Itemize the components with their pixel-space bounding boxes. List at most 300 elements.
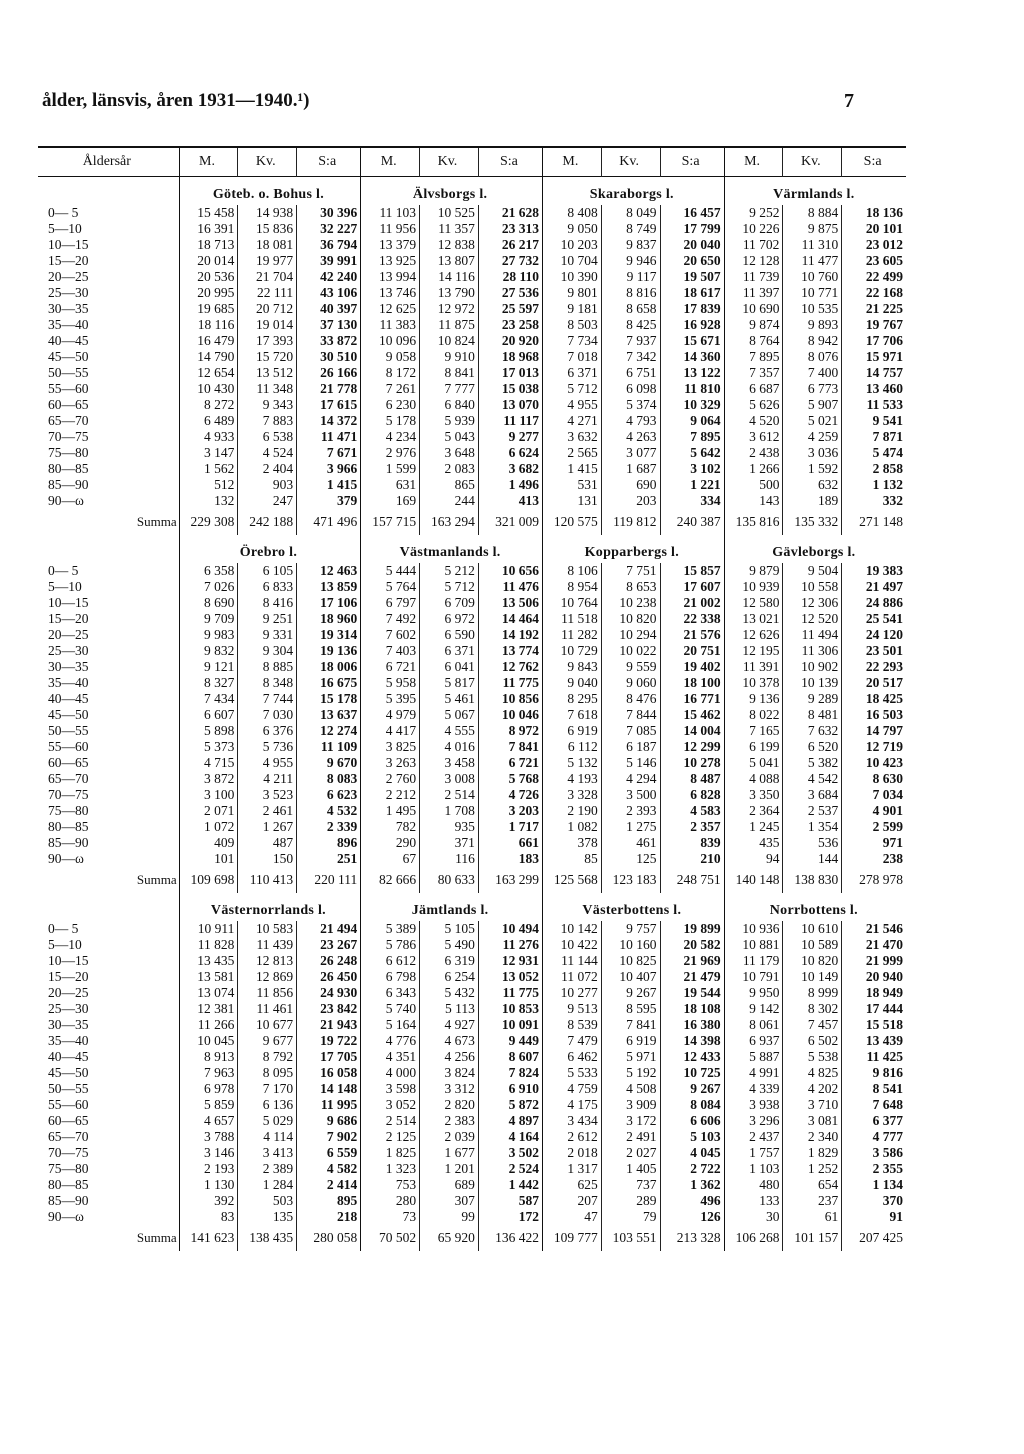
value-m: 11 144 bbox=[542, 953, 601, 969]
value-m: 8 272 bbox=[179, 397, 238, 413]
age-group-label: 45—50 bbox=[48, 349, 89, 364]
value-sa: 334 bbox=[660, 493, 724, 509]
header-sa: S:a bbox=[660, 147, 724, 177]
value-kv: 5 113 bbox=[420, 1001, 479, 1017]
value-sa: 18 968 bbox=[478, 349, 542, 365]
value-sa: 42 240 bbox=[297, 269, 361, 285]
table-row bbox=[38, 1065, 906, 1081]
value-m: 8 061 bbox=[724, 1017, 783, 1033]
value-sa: 9 277 bbox=[478, 429, 542, 445]
value-m: 9 874 bbox=[724, 317, 783, 333]
value-sa: 19 544 bbox=[660, 985, 724, 1001]
value-sa: 14 797 bbox=[842, 723, 906, 739]
table-row bbox=[38, 739, 906, 755]
value-kv: 14 116 bbox=[420, 269, 479, 285]
value-kv: 11 875 bbox=[420, 317, 479, 333]
value-kv: 9 875 bbox=[783, 221, 842, 237]
value-m: 480 bbox=[724, 1177, 783, 1193]
age-group-label: 40—45 bbox=[48, 691, 89, 706]
value-kv: 4 508 bbox=[601, 1081, 660, 1097]
value-kv: 1 252 bbox=[783, 1161, 842, 1177]
value-m: 3 146 bbox=[179, 1145, 238, 1161]
value-m: 2 193 bbox=[179, 1161, 238, 1177]
value-m: 5 164 bbox=[361, 1017, 420, 1033]
value-kv: 9 060 bbox=[601, 675, 660, 691]
value-m: 1 103 bbox=[724, 1161, 783, 1177]
value-m: 7 434 bbox=[179, 691, 238, 707]
value-sa: 251 bbox=[297, 851, 361, 867]
value-kv: 6 538 bbox=[238, 429, 297, 445]
value-sa: 4 583 bbox=[660, 803, 724, 819]
value-kv: 2 514 bbox=[420, 787, 479, 803]
value-kv: 10 238 bbox=[601, 595, 660, 611]
value-m: 13 435 bbox=[179, 953, 238, 969]
value-kv: 4 259 bbox=[783, 429, 842, 445]
value-m: 5 395 bbox=[361, 691, 420, 707]
table-row bbox=[38, 611, 906, 627]
age-group-label: 15—20 bbox=[48, 253, 89, 268]
value-sa: 22 293 bbox=[842, 659, 906, 675]
age-group-label: 50—55 bbox=[48, 365, 89, 380]
table-row bbox=[38, 723, 906, 739]
value-sa: 7 841 bbox=[478, 739, 542, 755]
sum-kv: 65 920 bbox=[420, 1225, 479, 1251]
value-kv: 14 938 bbox=[238, 205, 297, 221]
value-kv: 307 bbox=[420, 1193, 479, 1209]
age-group-label: 0— 5 bbox=[48, 563, 79, 578]
value-sa: 839 bbox=[660, 835, 724, 851]
value-kv: 10 820 bbox=[601, 611, 660, 627]
value-kv: 2 404 bbox=[238, 461, 297, 477]
value-m: 8 690 bbox=[179, 595, 238, 611]
value-m: 4 351 bbox=[361, 1049, 420, 1065]
table-row bbox=[38, 643, 906, 659]
value-m: 85 bbox=[542, 851, 601, 867]
value-sa: 14 360 bbox=[660, 349, 724, 365]
value-m: 6 112 bbox=[542, 739, 601, 755]
value-m: 3 100 bbox=[179, 787, 238, 803]
value-m: 2 565 bbox=[542, 445, 601, 461]
value-m: 5 859 bbox=[179, 1097, 238, 1113]
value-m: 12 195 bbox=[724, 643, 783, 659]
value-kv: 20 712 bbox=[238, 301, 297, 317]
header-kv: Kv. bbox=[420, 147, 479, 177]
value-kv: 2 340 bbox=[783, 1129, 842, 1145]
page-number: 7 bbox=[844, 90, 854, 112]
value-m: 3 788 bbox=[179, 1129, 238, 1145]
value-kv: 9 757 bbox=[601, 921, 660, 937]
value-m: 5 444 bbox=[361, 563, 420, 579]
value-sa: 26 217 bbox=[478, 237, 542, 253]
value-kv: 4 256 bbox=[420, 1049, 479, 1065]
sum-m: 125 568 bbox=[542, 867, 601, 893]
table-body bbox=[38, 177, 906, 1252]
value-kv: 10 149 bbox=[783, 969, 842, 985]
value-kv: 690 bbox=[601, 477, 660, 493]
value-m: 207 bbox=[542, 1193, 601, 1209]
region-name: Jämtlands l. bbox=[361, 893, 543, 921]
value-kv: 8 841 bbox=[420, 365, 479, 381]
table-row bbox=[38, 627, 906, 643]
value-m: 13 074 bbox=[179, 985, 238, 1001]
age-group-label: 10—15 bbox=[48, 595, 89, 610]
age-group-label: 90—ω bbox=[48, 493, 84, 508]
value-kv: 10 407 bbox=[601, 969, 660, 985]
value-sa: 2 858 bbox=[842, 461, 906, 477]
value-m: 4 000 bbox=[361, 1065, 420, 1081]
value-kv: 1 708 bbox=[420, 803, 479, 819]
value-kv: 6 136 bbox=[238, 1097, 297, 1113]
value-m: 10 764 bbox=[542, 595, 601, 611]
value-kv: 4 202 bbox=[783, 1081, 842, 1097]
value-sa: 10 725 bbox=[660, 1065, 724, 1081]
value-kv: 5 939 bbox=[420, 413, 479, 429]
value-sa: 12 463 bbox=[297, 563, 361, 579]
value-kv: 5 021 bbox=[783, 413, 842, 429]
value-m: 5 533 bbox=[542, 1065, 601, 1081]
value-sa: 20 040 bbox=[660, 237, 724, 253]
value-kv: 116 bbox=[420, 851, 479, 867]
value-sa: 19 314 bbox=[297, 627, 361, 643]
value-kv: 11 461 bbox=[238, 1001, 297, 1017]
table-row bbox=[38, 269, 906, 285]
value-sa: 14 464 bbox=[478, 611, 542, 627]
value-kv: 1 592 bbox=[783, 461, 842, 477]
value-kv: 19 014 bbox=[238, 317, 297, 333]
value-m: 8 106 bbox=[542, 563, 601, 579]
value-sa: 21 546 bbox=[842, 921, 906, 937]
value-m: 500 bbox=[724, 477, 783, 493]
value-m: 6 489 bbox=[179, 413, 238, 429]
table-row bbox=[38, 285, 906, 301]
value-m: 11 383 bbox=[361, 317, 420, 333]
value-sa: 7 895 bbox=[660, 429, 724, 445]
age-group-label: 25—30 bbox=[48, 285, 89, 300]
value-kv: 5 105 bbox=[420, 921, 479, 937]
value-m: 8 913 bbox=[179, 1049, 238, 1065]
table-row bbox=[38, 675, 906, 691]
value-sa: 14 372 bbox=[297, 413, 361, 429]
value-kv: 4 955 bbox=[238, 755, 297, 771]
value-kv: 8 792 bbox=[238, 1049, 297, 1065]
value-kv: 22 111 bbox=[238, 285, 297, 301]
value-kv: 11 856 bbox=[238, 985, 297, 1001]
value-kv: 9 910 bbox=[420, 349, 479, 365]
value-m: 5 740 bbox=[361, 1001, 420, 1017]
sum-row bbox=[38, 1225, 906, 1251]
value-kv: 3 500 bbox=[601, 787, 660, 803]
value-kv: 2 537 bbox=[783, 803, 842, 819]
value-sa: 11 533 bbox=[842, 397, 906, 413]
value-m: 8 172 bbox=[361, 365, 420, 381]
value-kv: 4 542 bbox=[783, 771, 842, 787]
value-sa: 19 507 bbox=[660, 269, 724, 285]
value-kv: 903 bbox=[238, 477, 297, 493]
value-kv: 13 512 bbox=[238, 365, 297, 381]
value-kv: 9 677 bbox=[238, 1033, 297, 1049]
value-kv: 6 319 bbox=[420, 953, 479, 969]
value-m: 3 612 bbox=[724, 429, 783, 445]
value-kv: 9 251 bbox=[238, 611, 297, 627]
value-kv: 7 844 bbox=[601, 707, 660, 723]
header-kv: Kv. bbox=[238, 147, 297, 177]
value-kv: 11 439 bbox=[238, 937, 297, 953]
value-kv: 8 658 bbox=[601, 301, 660, 317]
value-sa: 2 339 bbox=[297, 819, 361, 835]
value-kv: 3 648 bbox=[420, 445, 479, 461]
value-sa: 1 442 bbox=[478, 1177, 542, 1193]
value-m: 1 825 bbox=[361, 1145, 420, 1161]
value-m: 7 492 bbox=[361, 611, 420, 627]
sum-kv: 101 157 bbox=[783, 1225, 842, 1251]
sum-kv: 138 435 bbox=[238, 1225, 297, 1251]
value-m: 11 103 bbox=[361, 205, 420, 221]
value-sa: 6 623 bbox=[297, 787, 361, 803]
value-sa: 18 425 bbox=[842, 691, 906, 707]
value-m: 11 391 bbox=[724, 659, 783, 675]
region-name: Skaraborgs l. bbox=[542, 177, 724, 206]
value-sa: 10 494 bbox=[478, 921, 542, 937]
value-kv: 689 bbox=[420, 1177, 479, 1193]
age-group-label: 65—70 bbox=[48, 771, 89, 786]
sum-sa: 240 387 bbox=[660, 509, 724, 535]
value-m: 9 950 bbox=[724, 985, 783, 1001]
value-sa: 6 377 bbox=[842, 1113, 906, 1129]
value-m: 5 786 bbox=[361, 937, 420, 953]
value-m: 131 bbox=[542, 493, 601, 509]
value-kv: 5 538 bbox=[783, 1049, 842, 1065]
value-m: 2 190 bbox=[542, 803, 601, 819]
value-kv: 1 275 bbox=[601, 819, 660, 835]
region-name: Älvsborgs l. bbox=[361, 177, 543, 206]
value-m: 6 687 bbox=[724, 381, 783, 397]
value-sa: 33 872 bbox=[297, 333, 361, 349]
value-kv: 1 405 bbox=[601, 1161, 660, 1177]
value-m: 15 458 bbox=[179, 205, 238, 221]
value-sa: 14 004 bbox=[660, 723, 724, 739]
table-row bbox=[38, 755, 906, 771]
value-m: 2 514 bbox=[361, 1113, 420, 1129]
value-m: 11 266 bbox=[179, 1017, 238, 1033]
value-sa: 15 857 bbox=[660, 563, 724, 579]
value-kv: 2 383 bbox=[420, 1113, 479, 1129]
table-row bbox=[38, 1097, 906, 1113]
value-sa: 24 886 bbox=[842, 595, 906, 611]
value-kv: 5 043 bbox=[420, 429, 479, 445]
table-row bbox=[38, 237, 906, 253]
value-kv: 2 491 bbox=[601, 1129, 660, 1145]
table-row bbox=[38, 937, 906, 953]
value-kv: 3 413 bbox=[238, 1145, 297, 1161]
value-sa: 2 355 bbox=[842, 1161, 906, 1177]
value-sa: 9 686 bbox=[297, 1113, 361, 1129]
value-kv: 17 393 bbox=[238, 333, 297, 349]
value-kv: 8 816 bbox=[601, 285, 660, 301]
value-sa: 14 192 bbox=[478, 627, 542, 643]
table-row bbox=[38, 579, 906, 595]
value-m: 392 bbox=[179, 1193, 238, 1209]
value-kv: 5 374 bbox=[601, 397, 660, 413]
value-m: 18 713 bbox=[179, 237, 238, 253]
value-m: 3 350 bbox=[724, 787, 783, 803]
value-sa: 20 940 bbox=[842, 969, 906, 985]
sum-m: 109 698 bbox=[179, 867, 238, 893]
value-kv: 2 820 bbox=[420, 1097, 479, 1113]
value-m: 9 121 bbox=[179, 659, 238, 675]
table-row bbox=[38, 253, 906, 269]
value-m: 3 263 bbox=[361, 755, 420, 771]
region-row bbox=[38, 177, 906, 206]
value-m: 13 925 bbox=[361, 253, 420, 269]
value-kv: 3 684 bbox=[783, 787, 842, 803]
value-m: 4 234 bbox=[361, 429, 420, 445]
header-m: M. bbox=[179, 147, 238, 177]
value-sa: 3 586 bbox=[842, 1145, 906, 1161]
value-m: 132 bbox=[179, 493, 238, 509]
value-kv: 237 bbox=[783, 1193, 842, 1209]
value-kv: 10 820 bbox=[783, 953, 842, 969]
age-group-label: 60—65 bbox=[48, 1113, 89, 1128]
value-kv: 8 884 bbox=[783, 205, 842, 221]
value-m: 782 bbox=[361, 819, 420, 835]
value-m: 8 022 bbox=[724, 707, 783, 723]
value-m: 4 193 bbox=[542, 771, 601, 787]
value-m: 753 bbox=[361, 1177, 420, 1193]
value-m: 5 712 bbox=[542, 381, 601, 397]
value-kv: 9 559 bbox=[601, 659, 660, 675]
sum-kv: 119 812 bbox=[601, 509, 660, 535]
age-group-label: 15—20 bbox=[48, 611, 89, 626]
value-m: 7 403 bbox=[361, 643, 420, 659]
age-group-label: 55—60 bbox=[48, 1097, 89, 1112]
value-m: 83 bbox=[179, 1209, 238, 1225]
value-kv: 6 919 bbox=[601, 1033, 660, 1049]
value-sa: 895 bbox=[297, 1193, 361, 1209]
value-kv: 7 744 bbox=[238, 691, 297, 707]
value-sa: 9 267 bbox=[660, 1081, 724, 1097]
table-row bbox=[38, 659, 906, 675]
value-sa: 23 258 bbox=[478, 317, 542, 333]
table-row bbox=[38, 595, 906, 611]
value-sa: 8 487 bbox=[660, 771, 724, 787]
table-row bbox=[38, 835, 906, 851]
value-sa: 8 607 bbox=[478, 1049, 542, 1065]
value-m: 11 179 bbox=[724, 953, 783, 969]
sum-m: 106 268 bbox=[724, 1225, 783, 1251]
value-sa: 16 058 bbox=[297, 1065, 361, 1081]
value-kv: 3 458 bbox=[420, 755, 479, 771]
value-kv: 5 192 bbox=[601, 1065, 660, 1081]
table-row bbox=[38, 707, 906, 723]
value-m: 9 709 bbox=[179, 611, 238, 627]
value-sa: 332 bbox=[842, 493, 906, 509]
value-kv: 5 736 bbox=[238, 739, 297, 755]
value-m: 101 bbox=[179, 851, 238, 867]
value-sa: 22 499 bbox=[842, 269, 906, 285]
value-kv: 2 039 bbox=[420, 1129, 479, 1145]
value-kv: 11 357 bbox=[420, 221, 479, 237]
value-sa: 11 995 bbox=[297, 1097, 361, 1113]
value-kv: 12 306 bbox=[783, 595, 842, 611]
value-kv: 10 902 bbox=[783, 659, 842, 675]
value-m: 5 389 bbox=[361, 921, 420, 937]
value-m: 7 261 bbox=[361, 381, 420, 397]
value-m: 1 757 bbox=[724, 1145, 783, 1161]
value-kv: 8 476 bbox=[601, 691, 660, 707]
age-group-label: 30—35 bbox=[48, 659, 89, 674]
value-m: 7 165 bbox=[724, 723, 783, 739]
value-m: 11 956 bbox=[361, 221, 420, 237]
value-sa: 3 502 bbox=[478, 1145, 542, 1161]
value-kv: 3 036 bbox=[783, 445, 842, 461]
value-sa: 13 070 bbox=[478, 397, 542, 413]
value-kv: 3 077 bbox=[601, 445, 660, 461]
value-m: 143 bbox=[724, 493, 783, 509]
value-sa: 14 757 bbox=[842, 365, 906, 381]
value-kv: 8 885 bbox=[238, 659, 297, 675]
age-group-label: 20—25 bbox=[48, 269, 89, 284]
age-group-label: 55—60 bbox=[48, 739, 89, 754]
age-group-label: 10—15 bbox=[48, 237, 89, 252]
value-sa: 23 501 bbox=[842, 643, 906, 659]
value-sa: 13 052 bbox=[478, 969, 542, 985]
value-kv: 12 869 bbox=[238, 969, 297, 985]
value-kv: 737 bbox=[601, 1177, 660, 1193]
value-sa: 15 462 bbox=[660, 707, 724, 723]
value-kv: 7 632 bbox=[783, 723, 842, 739]
value-sa: 4 045 bbox=[660, 1145, 724, 1161]
table-header-row bbox=[38, 147, 906, 177]
value-kv: 15 720 bbox=[238, 349, 297, 365]
value-m: 9 879 bbox=[724, 563, 783, 579]
age-group-label: 20—25 bbox=[48, 627, 89, 642]
age-group-label: 90—ω bbox=[48, 851, 84, 866]
sum-kv: 80 633 bbox=[420, 867, 479, 893]
value-sa: 21 999 bbox=[842, 953, 906, 969]
value-kv: 7 777 bbox=[420, 381, 479, 397]
value-m: 6 797 bbox=[361, 595, 420, 611]
table-row bbox=[38, 493, 906, 509]
value-sa: 9 449 bbox=[478, 1033, 542, 1049]
value-sa: 13 460 bbox=[842, 381, 906, 397]
value-kv: 3 008 bbox=[420, 771, 479, 787]
value-m: 1 495 bbox=[361, 803, 420, 819]
value-sa: 20 650 bbox=[660, 253, 724, 269]
value-sa: 20 751 bbox=[660, 643, 724, 659]
value-m: 10 936 bbox=[724, 921, 783, 937]
sum-kv: 110 413 bbox=[238, 867, 297, 893]
value-kv: 10 022 bbox=[601, 643, 660, 659]
value-sa: 19 402 bbox=[660, 659, 724, 675]
age-group-label: 0— 5 bbox=[48, 921, 79, 936]
value-m: 4 339 bbox=[724, 1081, 783, 1097]
value-sa: 12 931 bbox=[478, 953, 542, 969]
value-m: 4 417 bbox=[361, 723, 420, 739]
table-row bbox=[38, 477, 906, 493]
value-sa: 21 628 bbox=[478, 205, 542, 221]
age-group-label: 35—40 bbox=[48, 1033, 89, 1048]
age-group-label: 35—40 bbox=[48, 675, 89, 690]
value-sa: 9 670 bbox=[297, 755, 361, 771]
value-sa: 21 969 bbox=[660, 953, 724, 969]
value-sa: 6 606 bbox=[660, 1113, 724, 1129]
age-group-label: 65—70 bbox=[48, 413, 89, 428]
age-group-label: 40—45 bbox=[48, 1049, 89, 1064]
value-kv: 4 211 bbox=[238, 771, 297, 787]
value-kv: 135 bbox=[238, 1209, 297, 1225]
value-m: 1 562 bbox=[179, 461, 238, 477]
value-kv: 6 254 bbox=[420, 969, 479, 985]
